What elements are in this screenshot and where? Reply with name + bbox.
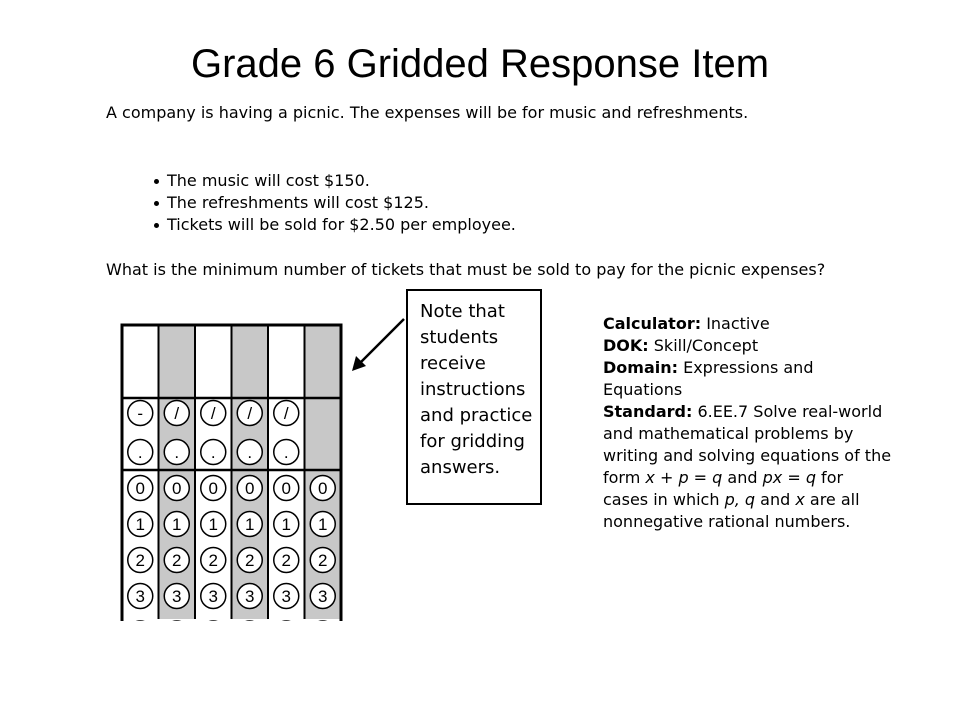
decimal-bubble-label: . [174, 443, 180, 462]
standard-info: Standard: 6.EE.7 Solve real-world and mathematical problems by writing and solving equations of the form x + p = q and px = q for cases in which p, q and x are all nonnegative rational numbers. [603, 402, 892, 531]
list-item: Tickets will be sold for $2.50 per employee. [152, 214, 516, 236]
page-title: Grade 6 Gridded Response Item [190, 42, 770, 86]
digit-bubble-label: 1 [245, 515, 255, 534]
grid-crop [120, 621, 360, 720]
digit-bubble-label: 1 [318, 515, 328, 534]
grid-column-shade [159, 325, 196, 619]
digit-bubble-label: 2 [208, 551, 218, 570]
decimal-bubble-label: . [247, 443, 253, 462]
digit-bubble-label: 3 [172, 587, 182, 606]
digit-bubble-label: 0 [281, 479, 291, 498]
fraction-bubble-label: / [210, 404, 216, 423]
grid-column-shade [232, 325, 269, 619]
digit-bubble-label: 0 [208, 479, 218, 498]
fraction-bubble-label: / [174, 404, 180, 423]
fraction-bubble-label: / [247, 404, 253, 423]
digit-bubble-label: 2 [172, 551, 182, 570]
decimal-bubble-label: . [210, 443, 216, 462]
fraction-bubble-label: / [283, 404, 289, 423]
digit-bubble-label: 1 [208, 515, 218, 534]
digit-bubble-label: 3 [318, 587, 328, 606]
note-callout: Note that students receive instructions and practice for gridding answers. [406, 289, 542, 505]
list-item: The refreshments will cost $125. [152, 192, 516, 214]
decimal-bubble-label: . [137, 443, 143, 462]
digit-bubble-label: 2 [245, 551, 255, 570]
digit-bubble-label: 3 [135, 587, 145, 606]
digit-bubble-label: 0 [172, 479, 182, 498]
dok-info: DOK: Skill/Concept [603, 336, 759, 355]
digit-bubble-label: 0 [318, 479, 328, 498]
decimal-bubble-label: . [283, 443, 289, 462]
digit-bubble-label: 1 [281, 515, 291, 534]
digit-bubble-label: 3 [281, 587, 291, 606]
digit-bubble-label: 3 [208, 587, 218, 606]
digit-bubble-label: 1 [172, 515, 182, 534]
digit-bubble-label: 0 [135, 479, 145, 498]
digit-bubble-label: 2 [281, 551, 291, 570]
sign-bubble-label: - [137, 404, 144, 423]
answer-grid[interactable] [120, 0, 360, 720]
digit-bubble-label: 2 [318, 551, 328, 570]
domain-info: Domain: Expressions and Equations [603, 358, 814, 399]
digit-bubble-label: 0 [245, 479, 255, 498]
question-prompt: A company is having a picnic. The expenses will be for music and refreshments. [106, 103, 749, 122]
grid-column-shade [305, 325, 342, 619]
calculator-info: Calculator: Inactive [603, 314, 770, 333]
item-metadata [603, 313, 893, 533]
question-text: What is the minimum number of tickets that must be sold to pay for the picnic expenses? [106, 260, 826, 279]
digit-bubble-label: 1 [135, 515, 145, 534]
digit-bubble-label: 3 [245, 587, 255, 606]
digit-bubble-label: 2 [135, 551, 145, 570]
list-item: The music will cost $150. [152, 170, 516, 192]
